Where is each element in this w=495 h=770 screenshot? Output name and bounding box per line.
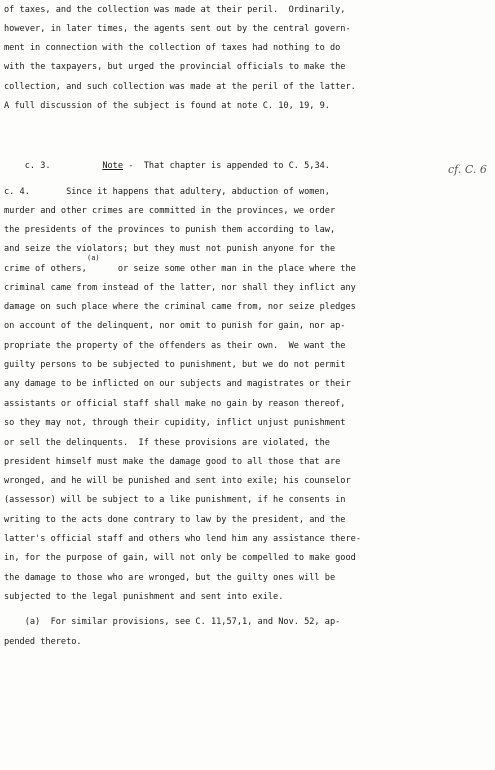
text-line: writing to the acts done contrary to law by the president, and the <box>4 515 346 525</box>
footnote-marker: (a) <box>87 254 100 262</box>
text-line: in, for the purpose of gain, will not only be compelled to make good <box>4 553 356 563</box>
text-line: on account of the delinquent, nor omit to punish for gain, nor ap- <box>4 321 346 331</box>
handwritten-annotation: cf. C. 6 <box>448 163 487 176</box>
text-line: any damage to be inflicted on our subjects and magistrates or their <box>4 379 351 389</box>
footnote-line: (a) For similar provisions, see C. 11,57,1, and Nov. 52, ap- <box>4 617 341 627</box>
text-line: the presidents of the provinces to punish them according to law, <box>4 225 336 235</box>
text-line: latter's official staff and others who lend him any assistance there- <box>4 534 361 544</box>
text-line: president himself must make the damage good to all those that are <box>4 457 341 467</box>
text-line: crime of others, or seize some other man in the place where the <box>4 264 356 274</box>
text-line: (assessor) will be subject to a like punishment, if he consents in <box>4 495 346 505</box>
footnote-line: pended thereto. <box>4 637 82 647</box>
text-line: propriate the property of the offenders as their own. We want the <box>4 341 346 351</box>
text-line: A full discussion of the subject is found at note C. 10, 19, 9. <box>4 101 330 111</box>
text-line: criminal came from instead of the latter, nor shall they inflict any <box>4 283 356 293</box>
text-line: c. 4. Since it happens that adultery, abduction of women, <box>4 187 330 197</box>
text-line: however, in later times, the agents sent out by the central govern- <box>4 24 351 34</box>
text-line: with the taxpayers, but urged the provincial officials to make the <box>4 62 346 72</box>
text-line: assistants or official staff shall make no gain by reason thereof, <box>4 399 346 409</box>
section-text: - That chapter is appended to C. 5,34. <box>123 161 330 171</box>
text-line: or sell the delinquents. If these provisions are violated, the <box>4 438 330 448</box>
text-line: damage on such place where the criminal came from, nor seize pledges <box>4 302 356 312</box>
text-line: so they may not, through their cupidity, inflict unjust punishment <box>4 418 346 428</box>
text-line: ment in connection with the collection of taxes had nothing to do <box>4 43 341 53</box>
text-line: collection, and such collection was made at the peril of the latter. <box>4 82 356 92</box>
section-number: c. 3. <box>24 161 51 171</box>
text-line: subjected to the legal punishment and sent into exile. <box>4 592 284 602</box>
text-line: murder and other crimes are committed in the provinces, we order <box>4 206 336 216</box>
text-line: the damage to those who are wronged, but the guilty ones will be <box>4 573 336 583</box>
text-line: and seize the violators; but they must not punish anyone for the <box>4 244 336 254</box>
text-line: guilty persons to be subjected to punishment, but we do not permit <box>4 360 346 370</box>
text-line: wronged, and he will be punished and sent into exile; his counselor <box>4 476 351 486</box>
text-line: of taxes, and the collection was made at their peril. Ordinarily, <box>4 5 346 15</box>
note-label: Note <box>102 161 124 171</box>
section-c3 <box>4 141 330 171</box>
